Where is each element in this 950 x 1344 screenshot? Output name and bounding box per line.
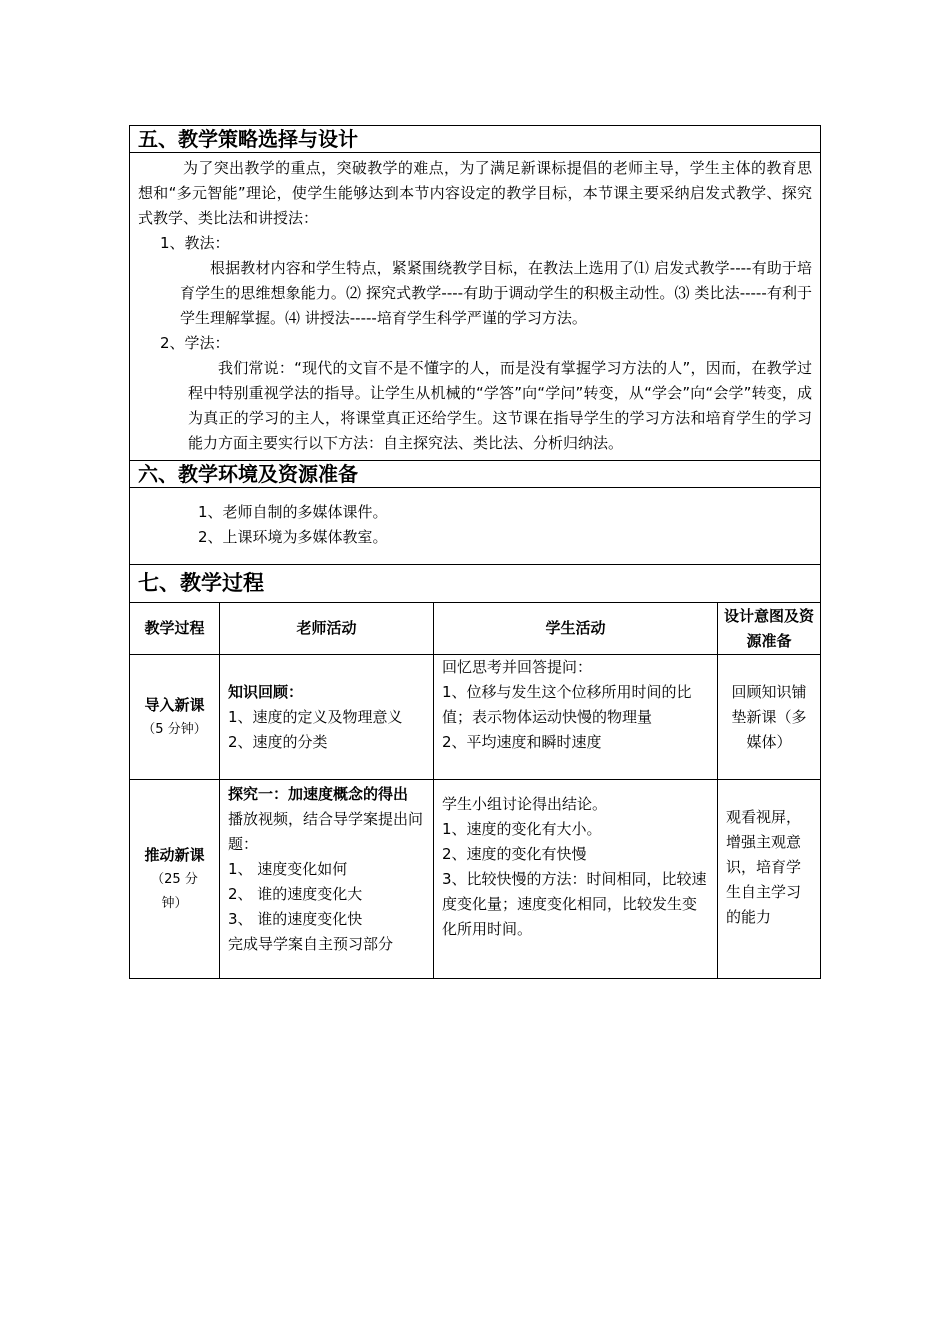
- student-activity-line: 2、速度的变化有快慢: [442, 845, 587, 863]
- teacher-activity-cell: [220, 655, 434, 780]
- teacher-activity-line: 1、速度的定义及物理意义: [228, 707, 403, 726]
- student-activity-line: 2、平均速度和瞬时速度: [442, 733, 602, 751]
- teacher-activity-line: 2、速度的分类: [228, 732, 328, 751]
- process-header-row: [130, 603, 821, 655]
- teaching-method-label: 1、教法：: [160, 234, 230, 252]
- header-intent: 设计意图及资源准备: [718, 603, 821, 655]
- lesson-plan-table: [129, 125, 821, 979]
- section5-title: 五、教学策略选择与设计: [130, 126, 820, 153]
- teacher-activity-line: 1、 速度变化如何: [228, 860, 348, 878]
- stage-duration: （5 分钟）: [142, 721, 207, 737]
- table-row: [130, 655, 821, 780]
- teacher-activity-line: 3、 谁的速度变化快: [228, 910, 363, 928]
- resource-item: 1、老师自制的多媒体课件。: [198, 503, 388, 521]
- section6-row: [130, 461, 821, 565]
- student-activity-line: 1、速度的变化有大小。: [442, 820, 602, 838]
- stage-cell: [130, 780, 220, 979]
- resource-item: 2、上课环境为多媒体教室。: [198, 528, 388, 546]
- section7-title: 七、教学过程: [138, 571, 264, 595]
- student-activity-line: 3、比较快慢的方法：时间相同，比较速度变化量；速度变化相同，比较发生变化所用时间。: [442, 870, 707, 938]
- section6-title: 六、教学环境及资源准备: [130, 461, 820, 488]
- teacher-activity-cell: [220, 780, 434, 979]
- table-row: [130, 780, 821, 979]
- teacher-activity-heading: 知识回顾：: [228, 682, 304, 701]
- header-student: 学生活动: [434, 603, 718, 655]
- intent-cell: 回顾知识铺垫新课（多媒体）: [718, 655, 821, 780]
- student-activity-cell: [434, 655, 718, 780]
- teacher-activity-line: 完成导学案自主预习部分: [228, 935, 394, 953]
- section5-intro: 为了突出教学的重点，突破教学的难点，为了满足新课标提倡的老师主导，学生主体的教育思想和“多元智能”理论，使学生能够达到本节内容设定的教学目标，本节课主要采纳启发式教学、探究式教学、类比法和讲授法：: [138, 159, 813, 227]
- teacher-activity-line: 播放视频，结合导学案提出问题：: [228, 810, 424, 853]
- student-activity-line: 回忆思考并回答提问：: [442, 658, 593, 676]
- teacher-activity-line: 2、 谁的速度变化大: [228, 885, 363, 903]
- section6-cell: [130, 461, 821, 565]
- learning-method-label: 2、学法：: [160, 334, 230, 352]
- teaching-method-text: 根据教材内容和学生特点，紧紧围绕教学目标，在教法上选用了⑴ 启发式教学----有助于培育学生的思维想象能力。⑵ 探究式教学----有助于调动学生的积极主动性。⑶ 类比法-----有利于学生理解掌握。⑷ 讲授法-----培育学生科学严谨的学习方法。: [180, 259, 813, 327]
- learning-method-text: 我们常说：“现代的文盲不是不懂字的人，而是没有掌握学习方法的人”，因而，在教学过程中特别重视学法的指导。让学生从机械的“学答”向“学问”转变，从“学会”向“会学”转变，成为真正的学习的主人，将课堂真正还给学生。这节课在指导学生的学习方法和培育学生的学习能力方面主要实行以下方法：自主探究法、类比法、分析归纳法。: [188, 359, 813, 452]
- header-stage: 教学过程: [130, 603, 220, 655]
- stage-duration: （25 分钟）: [151, 871, 198, 911]
- teacher-activity-heading: 探究一：加速度概念的得出: [228, 785, 409, 803]
- stage-cell: [130, 655, 220, 780]
- document-page: [129, 125, 820, 979]
- stage-name: 导入新课: [144, 695, 205, 714]
- section7-title-row: [130, 565, 821, 603]
- intent-cell: 观看视屏，增强主观意识，培育学生自主学习的能力: [718, 780, 821, 979]
- student-activity-line: 学生小组讨论得出结论。: [442, 795, 608, 813]
- student-activity-line: 1、位移与发生这个位移所用时间的比值；表示物体运动快慢的物理量: [442, 683, 692, 726]
- header-teacher: 老师活动: [220, 603, 434, 655]
- section5-row: [130, 126, 821, 461]
- stage-name: 推动新课: [144, 845, 205, 864]
- section5-cell: [130, 126, 821, 461]
- student-activity-cell: [434, 780, 718, 979]
